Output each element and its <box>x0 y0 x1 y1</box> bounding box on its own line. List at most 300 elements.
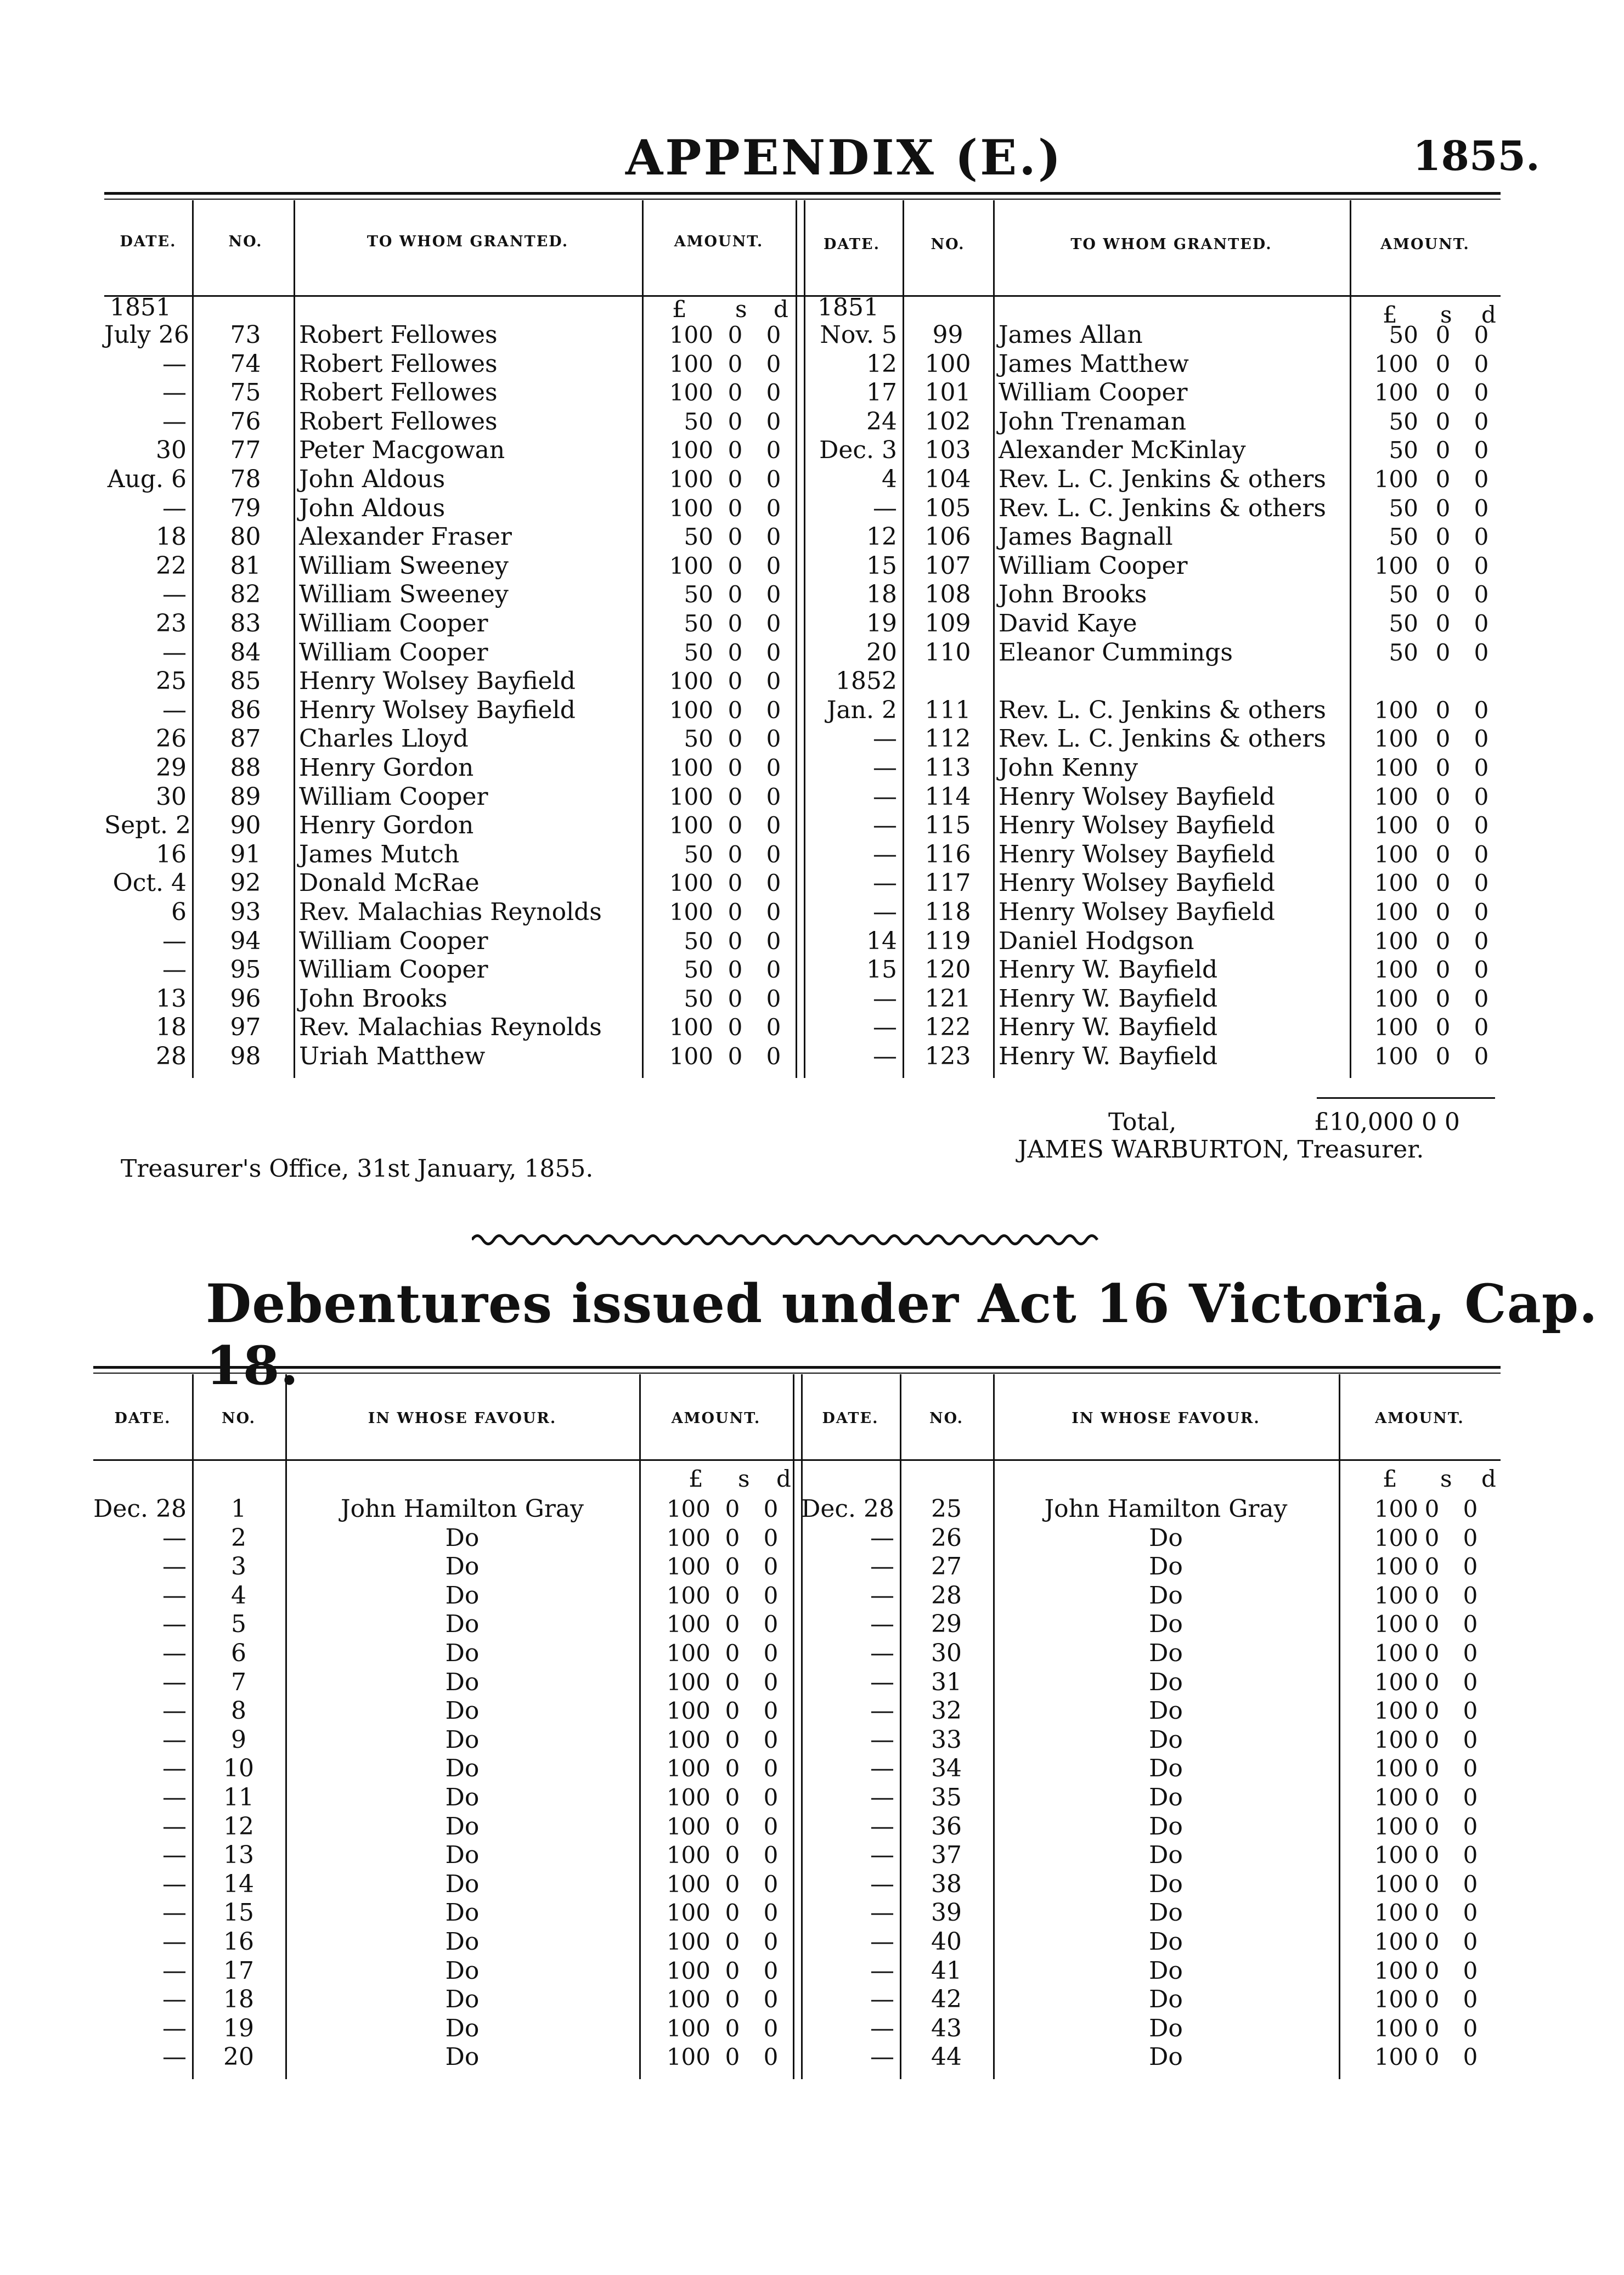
table2-left-row-pence: 0 <box>763 1957 779 1984</box>
table2-left-row-name: Do <box>445 1841 480 1870</box>
table2-right-row-pence: 0 <box>1463 2014 1478 2042</box>
table1-left-year: 1851 <box>110 293 171 321</box>
table1-left-row-shillings: 0 <box>728 581 743 608</box>
table2-left-row-shillings: 0 <box>725 1726 740 1753</box>
table1-left-row-no: 75 <box>230 379 261 407</box>
table1-right-row-date: 20 <box>866 638 897 667</box>
table2-right-row-pounds: 100 <box>1374 1668 1418 1696</box>
table1-right-header-amount: AMOUNT. <box>1380 236 1470 253</box>
table2-right-row-pounds: 100 <box>1374 1697 1418 1725</box>
table2-left-row-name: Do <box>445 1754 480 1783</box>
table1-right-row-date: 12 <box>866 523 897 551</box>
table1-right-row-shillings: 0 <box>1435 437 1451 464</box>
table2-right-row-pence: 0 <box>1463 1495 1478 1522</box>
table2-right-row-date: — <box>870 1553 894 1581</box>
table1-right-row-name: James Matthew <box>999 349 1189 378</box>
table1-left-row-pence: 0 <box>766 840 781 868</box>
table1-left-unit-unit_s: s <box>735 296 747 323</box>
table2-left-row-shillings: 0 <box>725 2043 740 2071</box>
table1-right-row-no: 106 <box>924 523 971 551</box>
table2-left-row-shillings: 0 <box>725 1842 740 1869</box>
table2-left-row-name: Do <box>445 1725 480 1754</box>
table2-top-rule <box>93 1366 1501 1369</box>
page-year: 1855. <box>1413 133 1540 180</box>
table1-right-row-name: Henry Wolsey Bayfield <box>999 869 1275 897</box>
table1-right-row-pounds: 50 <box>1389 610 1418 637</box>
table2-right-row-shillings: 0 <box>1424 1726 1440 1753</box>
table2-left-row-shillings: 0 <box>725 1495 740 1522</box>
table1-left-row-name: Rev. Malachias Reynolds <box>299 1013 602 1042</box>
table1-right-row-date: Nov. 5 <box>820 321 897 349</box>
table1-left-row-pounds: 50 <box>684 408 713 435</box>
table1-right-row-shillings: 0 <box>1435 494 1451 522</box>
table1-left-row-date: 26 <box>156 725 187 753</box>
table2-right-row-name: Do <box>1149 1812 1183 1841</box>
table1-left-row-date: 18 <box>156 523 187 551</box>
table1-left-row-name: William Cooper <box>299 609 488 637</box>
table1-right-row-no: 104 <box>924 465 971 493</box>
table2-left-unit-unit_s: s <box>738 1465 750 1492</box>
table2-left-row-date: — <box>162 1725 187 1754</box>
table2-left-row-name: Do <box>445 2043 480 2071</box>
table1-left-row-pence: 0 <box>766 466 781 493</box>
table2-left-row-shillings: 0 <box>725 1640 740 1667</box>
table1-left-row-name: Donald McRae <box>299 869 480 897</box>
table2-right-row-name: Do <box>1149 2014 1183 2042</box>
table2-left-row-shillings: 0 <box>725 1582 740 1609</box>
table2-left-row-no: 4 <box>231 1581 246 1610</box>
table1-right-row-no: 109 <box>924 609 971 637</box>
table2-right-row-name: Do <box>1149 1668 1183 1696</box>
table1-left-row-name: Peter Macgowan <box>299 436 505 465</box>
table1-left-row-date: Sept. 2 <box>104 811 191 840</box>
table1-right-row-pounds: 100 <box>1374 552 1418 579</box>
table1-left-row-shillings: 0 <box>728 1043 743 1070</box>
table1-left-row-pence: 0 <box>766 552 781 579</box>
table1-left-row-pounds: 100 <box>669 870 713 897</box>
table2-right-row-date: — <box>870 1725 894 1754</box>
table1-left-row-pence: 0 <box>766 379 781 407</box>
table2-left-unit-unit_d: d <box>776 1465 791 1492</box>
table1-left-row-shillings: 0 <box>728 668 743 695</box>
table1-left-row-pounds: 100 <box>669 321 713 348</box>
table1-right-row-pence: 0 <box>1474 466 1489 493</box>
table1-left-row-date: — <box>162 379 187 407</box>
table1-left-row-shillings: 0 <box>728 927 743 955</box>
table1-left-header-date: DATE. <box>120 233 177 250</box>
table1-right-row-pounds: 50 <box>1389 494 1418 522</box>
table1-right-row-pence: 0 <box>1474 408 1489 435</box>
table1-left-row-shillings: 0 <box>728 899 743 925</box>
table2-left-row-pounds: 100 <box>666 1928 710 1955</box>
table1-left-row-pounds: 50 <box>684 639 713 666</box>
table2-right-row-name: Do <box>1149 1553 1183 1581</box>
table2-left-row-no: 13 <box>223 1841 254 1870</box>
table1-right-row-shillings: 0 <box>1435 696 1451 724</box>
table1-left-row-no: 96 <box>230 984 261 1013</box>
table1-left-row-pounds: 100 <box>669 783 713 810</box>
table2-left-row-name: Do <box>445 1899 480 1927</box>
table2-left-row-pounds: 100 <box>666 1870 710 1898</box>
table1-left-row-pence: 0 <box>766 1043 781 1070</box>
table2-right-row-pence: 0 <box>1463 1755 1478 1782</box>
table2-right-row-pence: 0 <box>1463 1842 1478 1869</box>
table1-left-row-shillings: 0 <box>728 639 743 666</box>
table1-right-row-no: 105 <box>924 494 971 522</box>
table2-left-row-no: 9 <box>231 1725 246 1754</box>
table1-left-row-pounds: 100 <box>669 350 713 377</box>
table1-right-row-pence: 0 <box>1474 437 1489 464</box>
table2-left-row-name: Do <box>445 2014 480 2042</box>
table1-left-row-date: Oct. 4 <box>112 869 187 897</box>
table2-left-row-shillings: 0 <box>725 1668 740 1696</box>
table1-left-row-date: — <box>162 494 187 522</box>
table2-left-row-date: — <box>162 2014 187 2042</box>
table2-right-row-pence: 0 <box>1463 1957 1478 1984</box>
table1-right-row-shillings: 0 <box>1435 956 1451 984</box>
table1-right-row-pounds: 50 <box>1389 523 1418 551</box>
table1-right-row-date: 19 <box>866 609 897 637</box>
table2-left-row-no: 16 <box>223 1928 254 1956</box>
table1-right-row-name: Henry Wolsey Bayfield <box>999 782 1275 811</box>
table2-left-row-no: 3 <box>231 1553 246 1581</box>
table2-right-row-no: 30 <box>931 1639 962 1667</box>
table1-right-row-pounds: 100 <box>1374 379 1418 407</box>
table2-left-row-shillings: 0 <box>725 1553 740 1580</box>
table1-right-unit-unit_d: d <box>1481 301 1496 328</box>
table1-left-row-no: 87 <box>230 725 261 753</box>
table1-left-row-no: 94 <box>230 927 261 955</box>
table2-right-row-pence: 0 <box>1463 2043 1478 2071</box>
table2-left-row-shillings: 0 <box>725 1957 740 1984</box>
table2-right-row-date: — <box>870 1985 894 2014</box>
table2-right-row-date: — <box>870 2014 894 2042</box>
table2-right-row-name: Do <box>1149 1956 1183 1985</box>
table2-right-row-date: — <box>870 1754 894 1783</box>
table1-left-row-name: William Sweeney <box>299 580 509 609</box>
table2-left-row-name: John Hamilton Gray <box>340 1495 584 1523</box>
table1-right-row-name: Daniel Hodgson <box>999 927 1194 955</box>
table1-left-row-pounds: 50 <box>684 523 713 551</box>
table1-right-row-pence: 0 <box>1474 350 1489 377</box>
table1-right-row-pence: 0 <box>1474 610 1489 637</box>
table2-right-row-shillings: 0 <box>1424 1640 1440 1667</box>
page-title: APPENDIX (E.) <box>625 129 1063 186</box>
table1-left-row-date: Aug. 6 <box>107 465 187 493</box>
table1-right-row-name: John Brooks <box>999 580 1147 609</box>
table1-right-row-name: John Trenaman <box>999 407 1187 436</box>
table1-left-unit-unit_pound: £ <box>672 296 687 323</box>
ornamental-divider <box>472 1232 1103 1248</box>
table2-right-row-pence: 0 <box>1463 1813 1478 1840</box>
table2-right-row-no: 27 <box>931 1553 962 1581</box>
table1-left-row-pence: 0 <box>766 956 781 984</box>
table1-right-row-no: 123 <box>924 1042 971 1070</box>
table2-left-row-name: Do <box>445 1581 480 1610</box>
table1-right-row-name: Alexander McKinlay <box>999 436 1246 465</box>
table2-left-row-pounds: 100 <box>666 1668 710 1696</box>
table1-right-row-name: Eleanor Cummings <box>999 638 1233 667</box>
table2-left-row-date: — <box>162 1697 187 1725</box>
table1-header-rule <box>104 295 1501 297</box>
table2-right-row-name: Do <box>1149 1985 1183 2014</box>
table2-right-row-pounds: 100 <box>1374 1640 1418 1667</box>
table2-left-row-date: — <box>162 1610 187 1639</box>
table1-left-row-shillings: 0 <box>728 985 743 1012</box>
table2-right-row-name: Do <box>1149 1610 1183 1639</box>
table2-left-row-pence: 0 <box>763 1986 779 2013</box>
table1-column-rule <box>796 200 797 1078</box>
table1-right-row-name: James Allan <box>999 321 1143 349</box>
table1-right-row-date: — <box>873 1042 897 1070</box>
table1-right-row-name: Rev. L. C. Jenkins & others <box>999 465 1327 493</box>
table2-left-row-pence: 0 <box>763 1870 779 1898</box>
table2-left-row-date: — <box>162 1581 187 1610</box>
table1-right-year: 1851 <box>817 293 879 321</box>
table2-right-row-pence: 0 <box>1463 1784 1478 1811</box>
table2-right-unit-unit_d: d <box>1481 1465 1496 1492</box>
table2-left-row-pounds: 100 <box>666 1842 710 1869</box>
table1-right-row-pounds: 100 <box>1374 1043 1418 1070</box>
table2-right-row-pounds: 100 <box>1374 1524 1418 1551</box>
table1-right-row-pence: 0 <box>1474 985 1489 1012</box>
table2-right-header-amount: AMOUNT. <box>1375 1410 1464 1427</box>
table2-right-row-shillings: 0 <box>1424 1495 1440 1522</box>
table2-right-row-pence: 0 <box>1463 1668 1478 1696</box>
table1-left-row-date: 29 <box>156 754 187 782</box>
table2-right-row-name: Do <box>1149 1899 1183 1927</box>
table2-right-row-shillings: 0 <box>1424 1697 1440 1725</box>
table1-left-row-name: John Aldous <box>299 465 446 493</box>
table2-left-row-pounds: 100 <box>666 1784 710 1811</box>
table1-left-row-date: 30 <box>156 782 187 811</box>
table2-right-row-pence: 0 <box>1463 1986 1478 2013</box>
table1-left-row-name: Uriah Matthew <box>299 1042 486 1070</box>
table1-right-row-no: 116 <box>924 840 971 868</box>
table2-right-row-no: 33 <box>931 1725 962 1754</box>
table1-right-row-shillings: 0 <box>1435 985 1451 1012</box>
table2-left-row-date: — <box>162 1553 187 1581</box>
table1-right-row-name: Henry W. Bayfield <box>999 1013 1218 1042</box>
table2-left-row-shillings: 0 <box>725 2014 740 2042</box>
table1-right-row-no: 121 <box>924 984 971 1013</box>
table1-left-row-pounds: 50 <box>684 840 713 868</box>
debentures-title: Debentures issued under Act 16 Victoria, Cap. <box>206 1273 1598 1335</box>
table1-left-row-pence: 0 <box>766 610 781 637</box>
table2-right-row-shillings: 0 <box>1424 2014 1440 2042</box>
table1-right-row-shillings: 0 <box>1435 581 1451 608</box>
table2-left-row-shillings: 0 <box>725 1784 740 1811</box>
table2-left-row-no: 20 <box>223 2043 254 2071</box>
table2-left-row-pounds: 100 <box>666 1899 710 1927</box>
table2-left-row-pence: 0 <box>763 1553 779 1580</box>
table1-left-row-name: Robert Fellowes <box>299 407 498 436</box>
table2-left-row-date: — <box>162 1899 187 1927</box>
table2-right-row-name: Do <box>1149 1725 1183 1754</box>
table1-right-row-shillings: 0 <box>1435 899 1451 925</box>
table2-left-row-date: — <box>162 1639 187 1667</box>
table1-right-row-no: 117 <box>924 869 971 897</box>
table1-left-row-name: John Aldous <box>299 494 446 522</box>
table1-left-row-date: 30 <box>156 436 187 465</box>
table1-right-row-pounds: 100 <box>1374 696 1418 724</box>
table2-right-row-pounds: 100 <box>1374 1813 1418 1840</box>
table1-right-row-shillings: 0 <box>1435 754 1451 781</box>
table2-right-row-pence: 0 <box>1463 1726 1478 1753</box>
table2-right-row-pounds: 100 <box>1374 1611 1418 1638</box>
table1-left-row-no: 84 <box>230 638 261 667</box>
table2-left-row-pence: 0 <box>763 2014 779 2042</box>
table1-left-row-pounds: 50 <box>684 956 713 984</box>
table2-right-row-date: — <box>870 2043 894 2071</box>
table2-right-row-no: 26 <box>931 1523 962 1552</box>
table2-left-row-pounds: 100 <box>666 2014 710 2042</box>
table1-left-row-no: 77 <box>230 436 261 465</box>
table2-right-row-name: Do <box>1149 1870 1183 1898</box>
table2-left-header-no: NO. <box>221 1410 256 1427</box>
table1-right-row-shillings: 0 <box>1435 552 1451 579</box>
table1-right-row-pounds: 100 <box>1374 899 1418 925</box>
table1-right-row-date: — <box>873 811 897 840</box>
table1-right-row-shillings: 0 <box>1435 783 1451 810</box>
table1-right-row-date: 4 <box>882 465 897 493</box>
table1-right-row-date: Dec. 3 <box>819 436 897 465</box>
table2-header-rule <box>93 1459 1501 1461</box>
table2-left-header-amount: AMOUNT. <box>671 1410 761 1427</box>
table2-left-row-pounds: 100 <box>666 1986 710 2013</box>
table1-left-row-date: — <box>162 349 187 378</box>
table2-right-row-pounds: 100 <box>1374 1870 1418 1898</box>
total-amount: £10,000 0 0 <box>1314 1108 1460 1136</box>
table2-left-row-pence: 0 <box>763 1668 779 1696</box>
table1-right-row-pence: 0 <box>1474 379 1489 407</box>
table1-left-row-name: William Cooper <box>299 927 488 955</box>
table2-left-row-date: — <box>162 1668 187 1696</box>
table2-right-row-shillings: 0 <box>1424 1611 1440 1638</box>
table1-right-row-shillings: 0 <box>1435 1043 1451 1070</box>
table1-right-row-no: 115 <box>924 811 971 840</box>
table1-left-row-pence: 0 <box>766 985 781 1012</box>
table1-left-row-pounds: 100 <box>669 552 713 579</box>
table1-right-row-date: — <box>873 782 897 811</box>
table1-left-row-pounds: 100 <box>669 696 713 724</box>
table2-left-row-no: 17 <box>223 1956 254 1985</box>
table2-left-row-shillings: 0 <box>725 1986 740 2013</box>
table1-left-row-name: Robert Fellowes <box>299 379 498 407</box>
table1-right-row-shillings: 0 <box>1435 812 1451 839</box>
table2-right-row-shillings: 0 <box>1424 1784 1440 1811</box>
table1-left-row-shillings: 0 <box>728 494 743 522</box>
table1-right-row-name: Rev. L. C. Jenkins & others <box>999 494 1327 522</box>
table2-right-row-name: Do <box>1149 1523 1183 1552</box>
table2-left-row-date: — <box>162 1870 187 1898</box>
table2-left-row-name: Do <box>445 1985 480 2014</box>
table2-left-row-name: Do <box>445 1928 480 1956</box>
table1-left-row-pence: 0 <box>766 783 781 810</box>
table1-left-row-shillings: 0 <box>728 783 743 810</box>
table1-left-row-name: Henry Gordon <box>299 754 474 782</box>
table2-left-row-pence: 0 <box>763 1495 779 1522</box>
table2-left-row-no: 11 <box>223 1783 254 1811</box>
table1-right-row-no: 118 <box>924 898 971 926</box>
treasurer-signature: JAMES WARBURTON, Treasurer. <box>1018 1136 1424 1164</box>
table1-right-row-pence: 0 <box>1474 725 1489 753</box>
table1-left-row-no: 80 <box>230 523 261 551</box>
table2-right-row-date: — <box>870 1841 894 1870</box>
table1-right-row-pence: 0 <box>1474 783 1489 810</box>
table1-left-row-shillings: 0 <box>728 523 743 551</box>
table1-right-row-pence: 0 <box>1474 812 1489 839</box>
table1-left-row-no: 89 <box>230 782 261 811</box>
table1-right-row-no: 114 <box>924 782 971 811</box>
table1-right-header-no: NO. <box>931 236 965 253</box>
table2-right-row-shillings: 0 <box>1424 1668 1440 1696</box>
table2-right-row-date: — <box>870 1783 894 1811</box>
table1-left-row-shillings: 0 <box>728 870 743 897</box>
table1-right-row-pence: 0 <box>1474 552 1489 579</box>
table1-right-row-date: 18 <box>866 580 897 609</box>
table2-left-row-date: — <box>162 1841 187 1870</box>
table2-right-row-pounds: 100 <box>1374 2043 1418 2071</box>
table2-left-row-no: 5 <box>231 1610 246 1639</box>
table1-right-row-pence: 0 <box>1474 523 1489 551</box>
table1-left-row-date: — <box>162 638 187 667</box>
table2-left-row-no: 10 <box>223 1754 254 1783</box>
table2-right-row-no: 29 <box>931 1610 962 1639</box>
table1-left-row-no: 91 <box>230 840 261 868</box>
table1-left-row-date: 13 <box>156 984 187 1013</box>
table2-left-row-pence: 0 <box>763 1842 779 1869</box>
table1-column-rule <box>993 200 995 1078</box>
table1-left-row-name: James Mutch <box>299 840 460 868</box>
table2-left-row-shillings: 0 <box>725 1899 740 1927</box>
table1-right-row-no: 108 <box>924 580 971 609</box>
table2-left-row-date: — <box>162 2043 187 2071</box>
total-rule <box>1317 1097 1495 1099</box>
table1-right-row-pence: 0 <box>1474 927 1489 955</box>
table1-left-row-pounds: 50 <box>684 927 713 955</box>
table2-right-row-pence: 0 <box>1463 1870 1478 1898</box>
table2-left-row-name: Do <box>445 1639 480 1667</box>
table1-left-row-date: 6 <box>171 898 187 926</box>
table1-left-row-pence: 0 <box>766 494 781 522</box>
table2-right-row-date: — <box>870 1928 894 1956</box>
table1-right-row-pounds: 100 <box>1374 956 1418 984</box>
table2-right-row-pounds: 100 <box>1374 1726 1418 1753</box>
table1-left-row-no: 74 <box>230 349 261 378</box>
table2-left-row-pence: 0 <box>763 1582 779 1609</box>
table2-right-row-shillings: 0 <box>1424 1553 1440 1580</box>
table1-right-row-no: 122 <box>924 1013 971 1042</box>
table1-right-row-pounds: 100 <box>1374 1014 1418 1041</box>
table1-right-row-name: Henry Wolsey Bayfield <box>999 811 1275 840</box>
table1-left-row-shillings: 0 <box>728 754 743 781</box>
table1-column-rule <box>192 200 194 1078</box>
table1-left-row-date: — <box>162 927 187 955</box>
table2-left-row-no: 18 <box>223 1985 254 2014</box>
table1-left-row-pounds: 100 <box>669 899 713 925</box>
table1-right-row-no: 99 <box>932 321 963 349</box>
table2-left-row-name: Do <box>445 1610 480 1639</box>
table2-left-row-no: 2 <box>231 1523 246 1552</box>
table1-right-row-pence: 0 <box>1474 870 1489 897</box>
table1-left-unit-unit_d: d <box>774 296 788 323</box>
table2-left-row-pounds: 100 <box>666 1697 710 1725</box>
table1-right-unit-unit_pound: £ <box>1383 301 1397 328</box>
table2-left-row-pounds: 100 <box>666 1495 710 1522</box>
table1-column-rule <box>294 200 295 1078</box>
table1-left-row-shillings: 0 <box>728 696 743 724</box>
